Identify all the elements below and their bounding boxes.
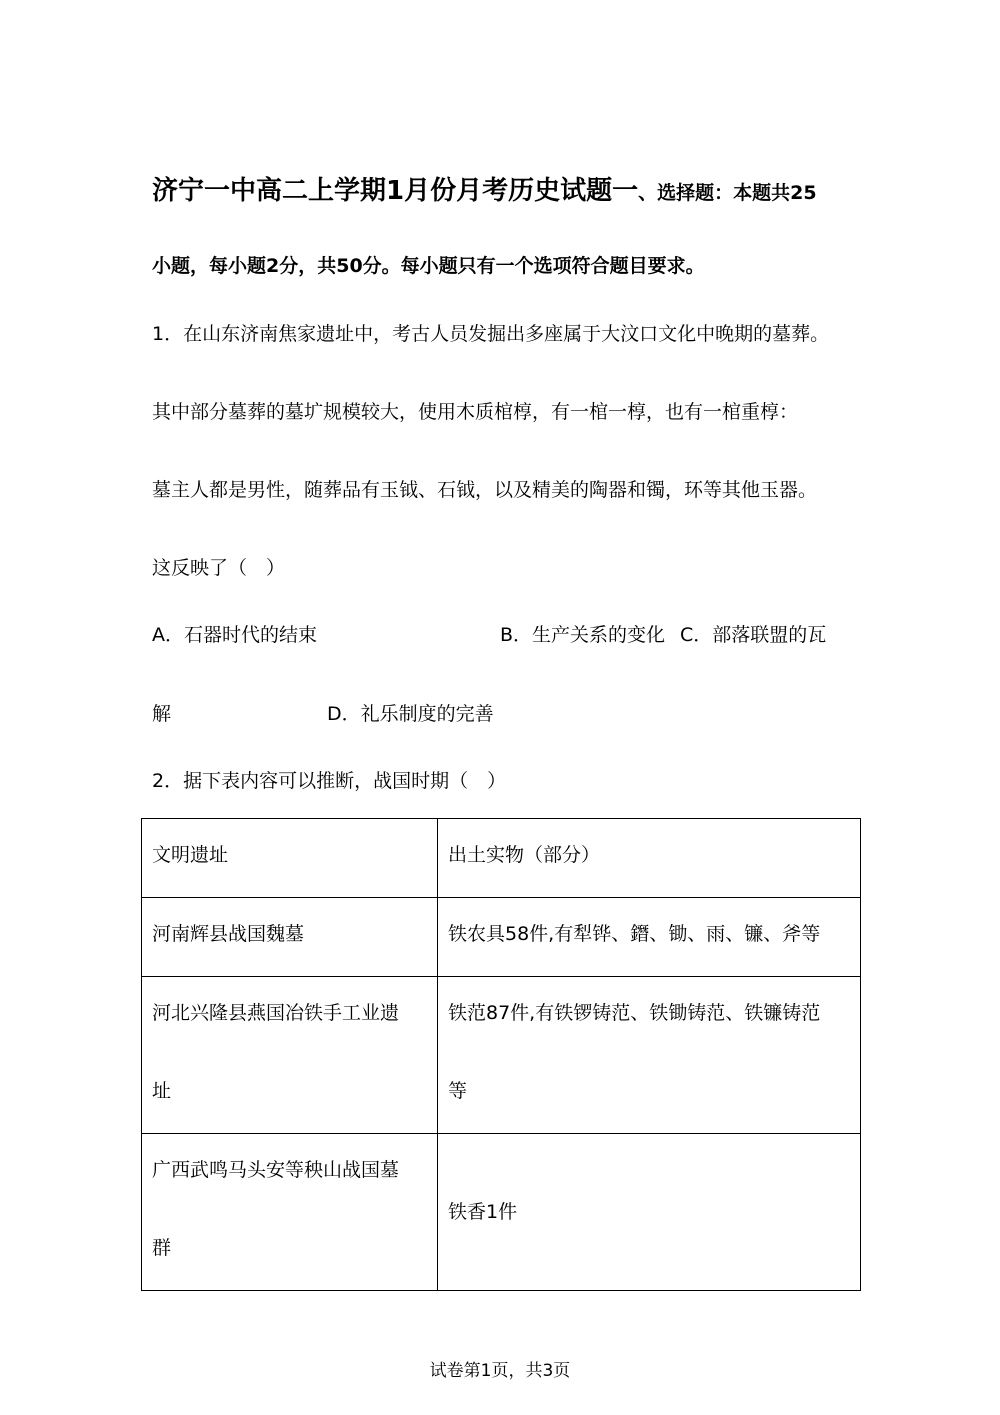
q1-line-2: 其中部分墓葬的墓圹规模较大，使用木质棺椁，有一棺一椁，也有一棺重椁： xyxy=(152,401,799,423)
table-row xyxy=(142,898,861,977)
table-header-cell xyxy=(438,819,861,898)
table-row xyxy=(142,1134,861,1291)
q1-line-4: 这反映了（ ） xyxy=(152,557,286,579)
items-text: 铁范87件,有铁锣铸范、铁锄铸范、铁镰铸范 xyxy=(448,1002,821,1024)
table-cell-site xyxy=(142,898,438,977)
section-heading: 、选择题：本题共25 xyxy=(638,182,817,204)
exam-title xyxy=(152,170,817,207)
table-cell-items xyxy=(438,977,861,1134)
q2-stem: 2．据下表内容可以推断，战国时期（ ） xyxy=(152,770,507,792)
page-footer: 试卷第1页，共3页 xyxy=(429,1361,571,1381)
table-cell-site xyxy=(142,1134,438,1291)
q1-line-1: 1．在山东济南焦家遗址中，考古人员发掘出多座属于大汶口文化中晚期的墓葬。 xyxy=(152,323,830,345)
q1-option-c-wrap: 解 xyxy=(152,703,172,725)
header-items: 出土实物（部分） xyxy=(448,844,601,866)
q1-option-c: C．部落联盟的瓦 xyxy=(680,624,827,646)
table-cell-site xyxy=(142,977,438,1134)
section-instructions: 小题，每小题2分，共50分。每小题只有一个选项符合题目要求。 xyxy=(152,255,705,277)
site-text: 河北兴隆县燕国冶铁手工业遗 xyxy=(152,1002,400,1024)
table-row xyxy=(142,977,861,1134)
title-main: 济宁一中高二上学期1月份月考历史试题一 xyxy=(152,176,639,206)
items-text: 铁农具58件,有犁铧、鐕、锄、雨、镰、斧等 xyxy=(448,923,821,945)
q1-line-3: 墓主人都是男性，随葬品有玉钺、石钺，以及精美的陶器和镯，环等其他玉器。 xyxy=(152,479,818,501)
site-text: 广西武鸣马头安等秧山战国墓 xyxy=(152,1159,400,1181)
items-text: 铁香1件 xyxy=(448,1201,518,1223)
table-cell-items xyxy=(438,898,861,977)
q1-option-d: D．礼乐制度的完善 xyxy=(327,703,494,725)
q2-table xyxy=(141,818,861,1291)
site-text-wrap: 群 xyxy=(152,1237,172,1259)
items-text-wrap: 等 xyxy=(448,1080,468,1102)
header-site: 文明遗址 xyxy=(152,844,229,866)
q1-option-b: B．生产关系的变化 xyxy=(500,624,666,646)
table-cell-items xyxy=(438,1134,861,1291)
table-header-row xyxy=(142,819,861,898)
site-text-wrap: 址 xyxy=(152,1080,172,1102)
site-text: 河南辉县战国魏墓 xyxy=(152,923,305,945)
table-header-cell xyxy=(142,819,438,898)
q1-option-a: A．石器时代的结束 xyxy=(152,624,317,646)
